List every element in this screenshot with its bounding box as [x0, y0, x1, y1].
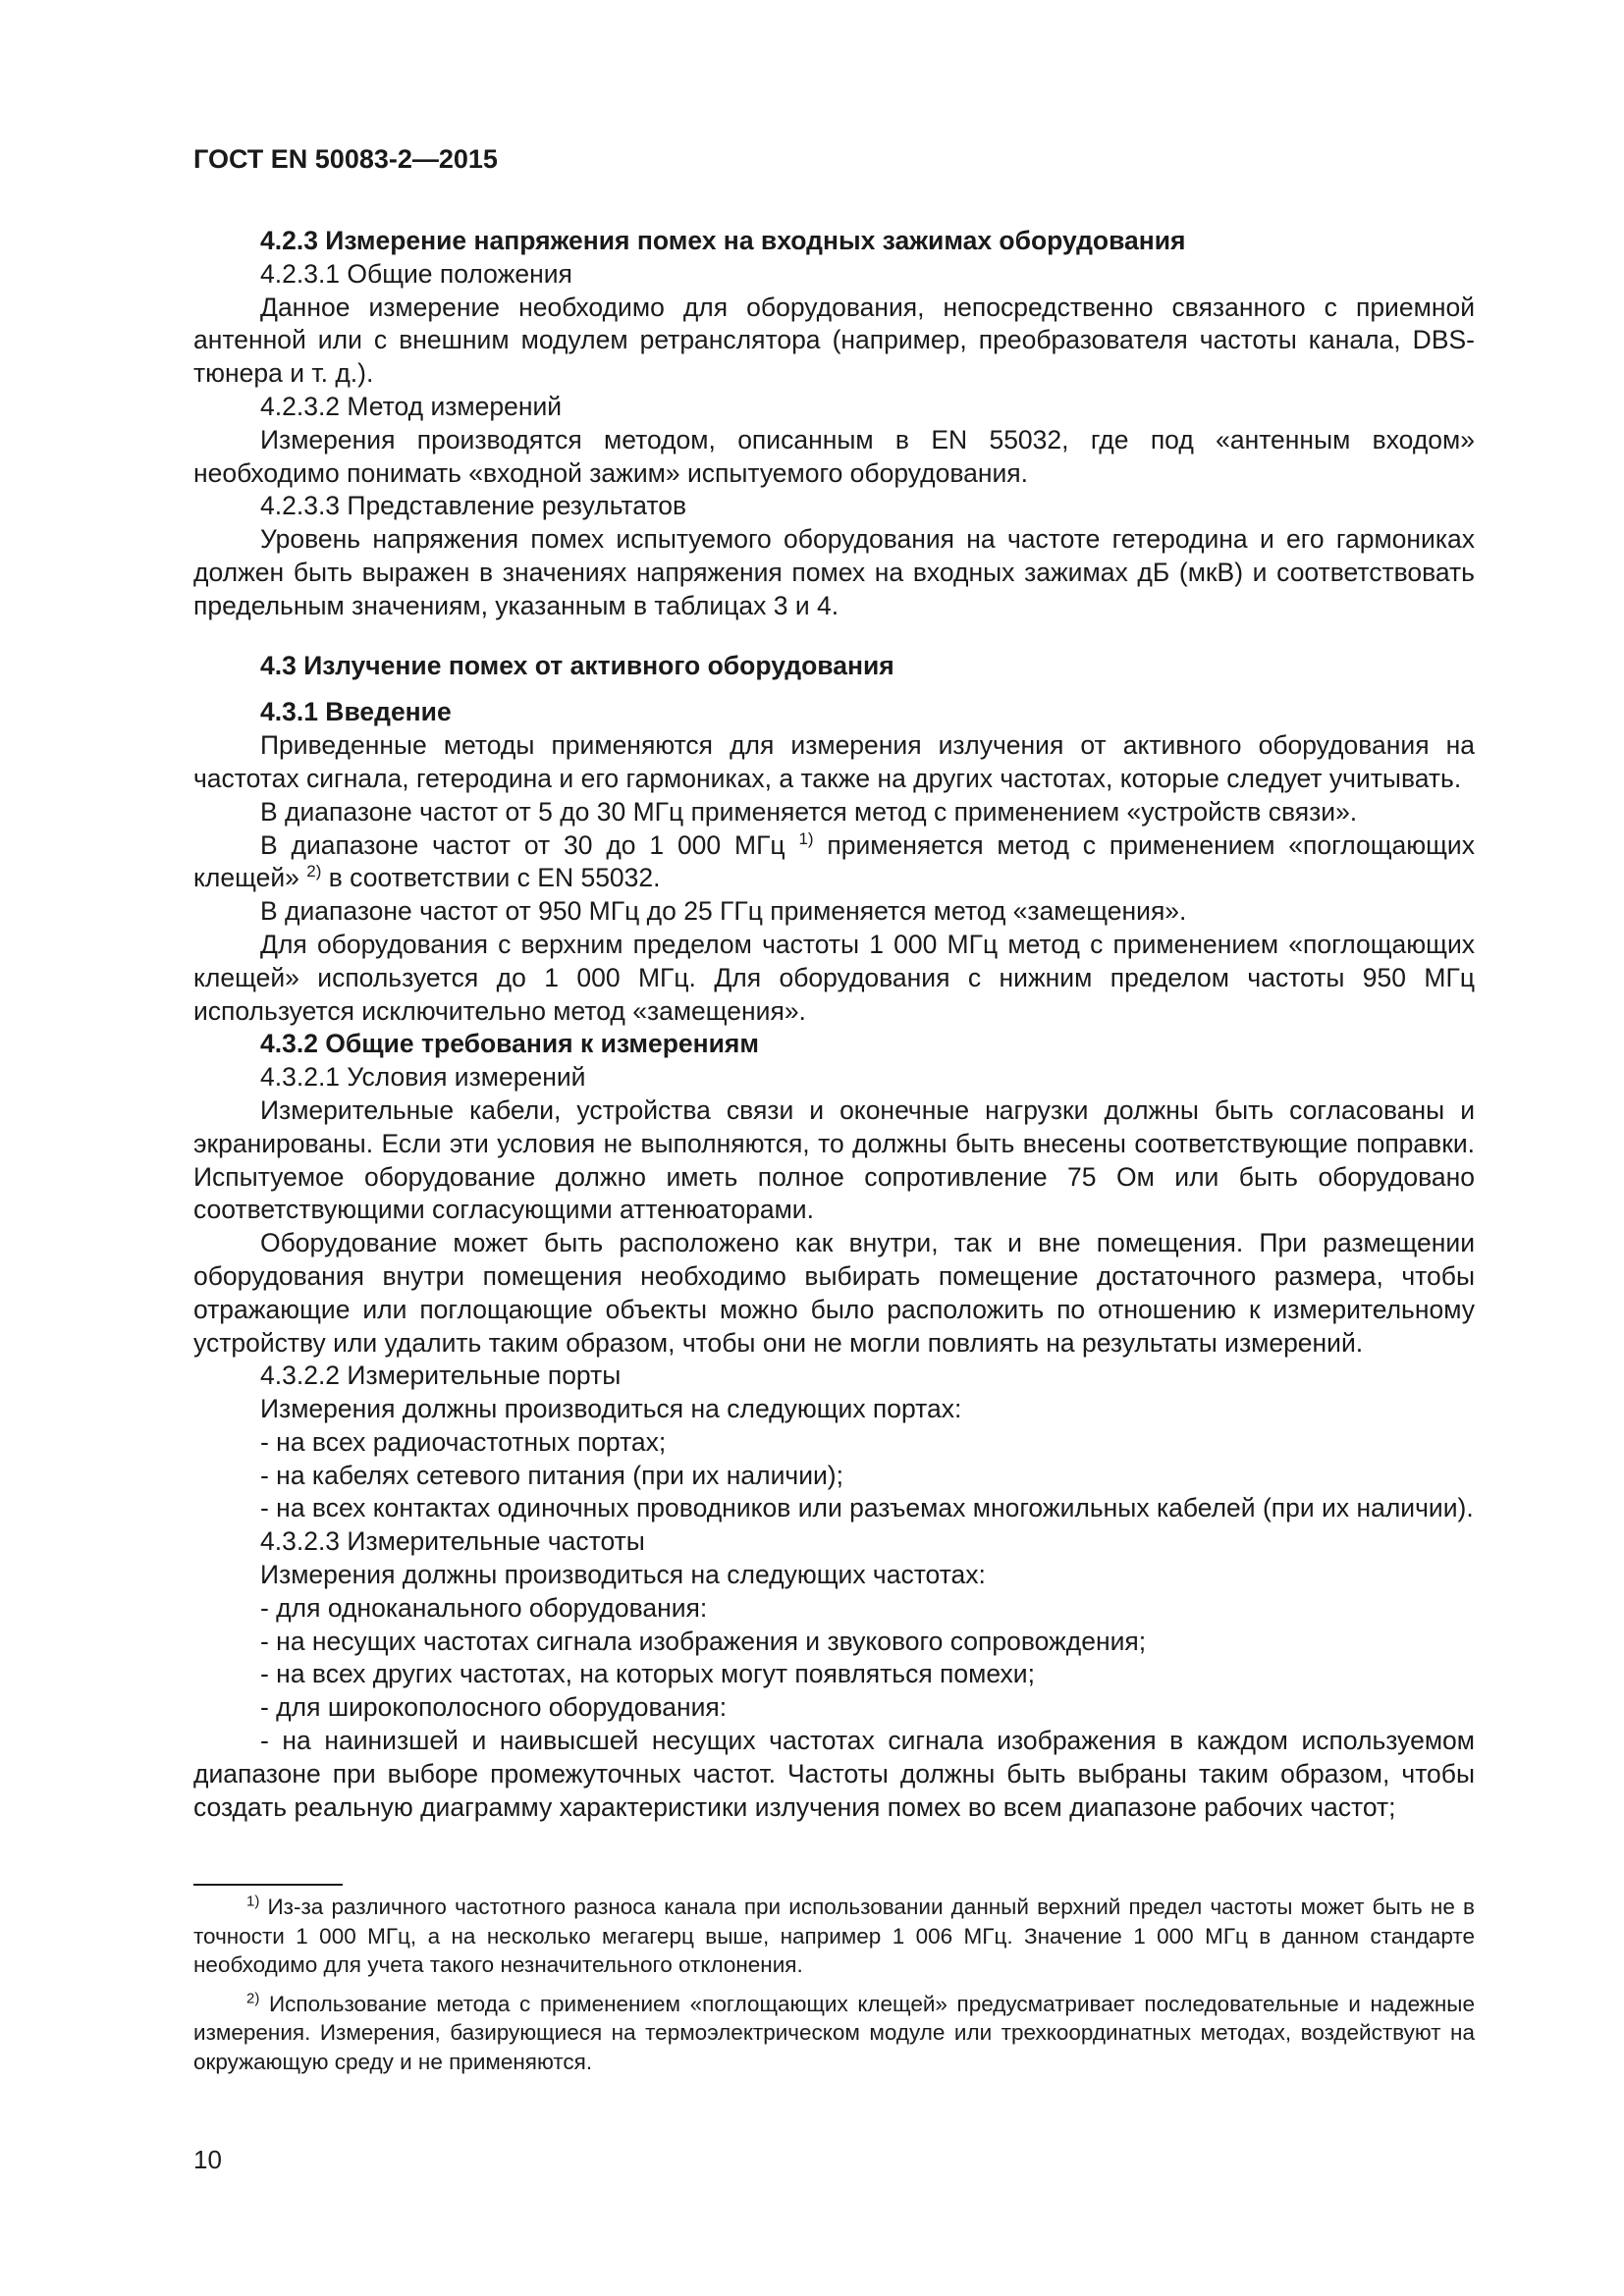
footnote-text: Из-за различного частотного разноса канала при использовании данный верхний предел частоты может быть не в точности 1 000 МГц, а на несколько мегагерц выше, например 1 006 МГц. Значение 1 000 МГц в данном стандарте необходимо для учета такого незначительного отклонения.: [193, 1895, 1475, 1977]
paragraph-text: в соответствии с EN 55032.: [321, 863, 661, 893]
subsection-heading: 4.2.3.3 Представление результатов: [260, 491, 687, 521]
document-header: ГОСТ EN 50083-2—2015: [193, 144, 498, 174]
footnote-mark: 2): [246, 1990, 260, 2006]
paragraph: Оборудование может быть расположено как внутри, так и вне помещения. При размещении оборудования внутри помещения необходимо выбирать помещение достаточного размера, чтобы отражающие или поглощающие объекты можно было расположить по отношению к измерительному устройству или удалить таким образом, чтобы они не могли повлиять на результаты измерений.: [193, 1228, 1475, 1358]
paragraph: Измерительные кабели, устройства связи и оконечные нагрузки должны быть согласованы и экранированы. Если эти условия не выполняются, то должны быть внесены соответствующие поправки. Испытуемое оборудование должно иметь полное сопротивление 75 Ом или быть оборудовано соответствующими согласующими аттенюаторами.: [193, 1095, 1475, 1225]
subsection-heading: 4.3.2.2 Измерительные порты: [260, 1361, 622, 1391]
footnote: [193, 1990, 1475, 2077]
page-number: 10: [193, 2145, 222, 2174]
list-item: - на всех других частотах, на которых могут появляться помехи;: [260, 1659, 1035, 1689]
footnote-divider: [193, 1884, 343, 1886]
paragraph: Уровень напряжения помех испытуемого оборудования на частоте гетеродина и его гармониках должен быть выражен в значениях напряжения помех на входных зажимах дБ (мкВ) и соответствовать предельным значениям, указанным в таблицах 3 и 4.: [193, 524, 1475, 620]
paragraph-text: В диапазоне частот от 30 до 1 000 МГц: [260, 829, 799, 860]
paragraph: Для оборудования с верхним пределом частоты 1 000 МГц метод с применением «поглощающих клещей» используется до 1 000 МГц. Для оборудования с нижним пределом частоты 950 МГц используется исключительно метод «замещения».: [193, 929, 1475, 1026]
paragraph: Данное измерение необходимо для оборудования, непосредственно связанного с приемной антенной или с внешним модулем ретранслятора (например, преобразователя частоты канала, DBS-тюнера и т. д.).: [193, 292, 1475, 389]
list-item: - для одноканального оборудования:: [260, 1592, 708, 1623]
subsection-heading: 4.2.3.2 Метод измерений: [260, 391, 563, 421]
section-heading: 4.3 Излучение помех от активного оборудования: [260, 650, 894, 680]
list-item: - на кабелях сетевого питания (при их наличии);: [260, 1460, 843, 1490]
paragraph: В диапазоне частот от 5 до 30 МГц применяется метод с применением «устройств связи».: [260, 796, 1358, 827]
footnotes: [193, 1893, 1475, 2076]
paragraph: Измерения должны производиться на следующих портах:: [260, 1394, 962, 1424]
subsection-heading: 4.3.2.3 Измерительные частоты: [260, 1526, 645, 1557]
document-body: [193, 225, 1475, 1824]
list-item: - на наинизшей и наивысшей несущих частотах сигнала изображения в каждом используемом диапазоне при выборе промежуточных частот. Частоты должны быть выбраны таким образом, чтобы создать реальную диаграмму характеристики излучения помех во всем диапазоне рабочих частот;: [193, 1726, 1475, 1822]
paragraph: В диапазоне частот от 950 МГц до 25 ГГц применяется метод «замещения».: [260, 896, 1187, 927]
section-heading: 4.2.3 Измерение напряжения помех на входных зажимах оборудования: [260, 226, 1186, 255]
list-item: - для широкополосного оборудования:: [260, 1692, 728, 1723]
paragraph: Измерения производятся методом, описанным в EN 55032, где под «антенным входом» необходимо понимать «входной зажим» испытуемого оборудования.: [193, 424, 1475, 488]
footnote-text: Использование метода с применением «поглощающих клещей» предусматривает последовательные и надежные измерения. Измерения, базирующиеся на термоэлектрическом модуле или трехкоординатных методах, воздействуют на окружающую среду и не применяются.: [193, 1991, 1475, 2074]
section-heading: 4.3.2 Общие требования к измерениям: [260, 1029, 760, 1059]
subsection-heading: 4.2.3.1 Общие положения: [260, 258, 572, 289]
list-item: - на всех радиочастотных портах;: [260, 1426, 667, 1457]
list-item: - на всех контактах одиночных проводников или разъемах многожильных кабелей (при их наличии).: [260, 1493, 1474, 1523]
paragraph: Измерения должны производиться на следующих частотах:: [260, 1560, 986, 1590]
subsection-heading: 4.3.2.1 Условия измерений: [260, 1062, 586, 1093]
paragraph: [193, 829, 1475, 896]
list-item: - на несущих частотах сигнала изображения и звукового сопровождения;: [260, 1626, 1147, 1656]
footnote-ref: 1): [798, 828, 814, 848]
footnote: [193, 1893, 1475, 1980]
footnote-mark: 1): [246, 1893, 260, 1910]
paragraph: Приведенные методы применяются для измерения излучения от активного оборудования на частотах сигнала, гетеродина и его гармониках, а также на других частотах, которые следует учитывать.: [193, 730, 1475, 793]
paragraph-text: применяется метод с применением «поглощающих клещей»: [193, 829, 1475, 893]
section-heading: 4.3.1 Введение: [260, 697, 452, 727]
footnote-ref: 2): [306, 862, 322, 881]
